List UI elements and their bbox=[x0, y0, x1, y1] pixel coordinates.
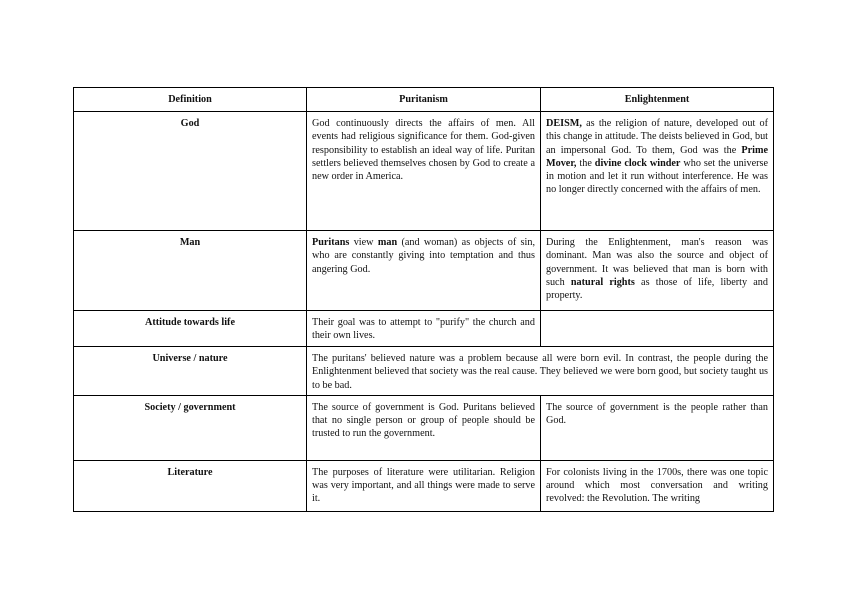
text-span: as those of life, liberty and property. bbox=[546, 276, 768, 302]
cell-attitude-puritanism: Their goal was to attempt to "purify" the church and their own lives. bbox=[307, 311, 541, 347]
row-label-man: Man bbox=[74, 231, 307, 311]
cell-god-enlightenment bbox=[541, 112, 774, 231]
man-term: man bbox=[377, 237, 398, 248]
text-span: (and woman) as objects of sin, who are constantly giving into temptation and thus angering God. bbox=[312, 237, 535, 275]
table-row-god bbox=[74, 112, 774, 231]
row-label-society: Society / government bbox=[74, 395, 307, 460]
natural-rights-term: natural rights bbox=[570, 276, 635, 288]
cell-literature-enlightenment bbox=[541, 460, 774, 511]
table-row-universe bbox=[74, 347, 774, 396]
prime-mover-term: Prime Mover, bbox=[546, 144, 768, 169]
cell-god-puritanism: God continuously directs the affairs of men. All events had religious significance for them. God-given responsibility to establish an ideal way of life. Puritan settlers believed themselves chosen by God to create a new order in America. bbox=[307, 112, 541, 231]
text-span: as the religion of nature, developed out of this change in attitude. The deists believed in God, but an impersonal God. To them, God was the bbox=[546, 118, 768, 156]
row-label-god: God bbox=[74, 112, 307, 231]
deism-term: DEISM, bbox=[546, 118, 582, 129]
clock-winder-term: divine clock winder bbox=[594, 157, 681, 169]
cell-attitude-enlightenment bbox=[541, 311, 774, 347]
row-label-attitude: Attitude towards life bbox=[74, 311, 307, 347]
text-span: During the Enlightenment, man's reason was dominant. Man was also the source and object of government. It was believed that man is born with such bbox=[546, 237, 768, 288]
comparison-table bbox=[73, 87, 774, 512]
cell-universe-combined: The puritans' believed nature was a problem because all were born evil. In contrast, the people during the Enlightenment believed that society was the real cause. They believed we were born good, but society taught us to be bad. bbox=[307, 347, 774, 396]
header-puritanism: Puritanism bbox=[307, 88, 541, 112]
text-span: view bbox=[349, 237, 378, 248]
clipped-text: For colonists living in the 1700s, there was one topic around which most conversation and writing revolved: the Revolution. The writing bbox=[546, 466, 768, 505]
cell-literature-puritanism: The purposes of literature were utilitarian. Religion was very important, and all things were made to serve it. bbox=[307, 460, 541, 511]
cell-society-enlightenment: The source of government is the people rather than God. bbox=[541, 395, 774, 460]
cell-society-puritanism: The source of government is God. Puritans believed that no single person or group of people should be trusted to run the government. bbox=[307, 395, 541, 460]
row-label-literature: Literature bbox=[74, 460, 307, 511]
table-row-society bbox=[74, 395, 774, 460]
table-row-literature bbox=[74, 460, 774, 511]
cell-man-enlightenment bbox=[541, 231, 774, 311]
cell-man-puritanism bbox=[307, 231, 541, 311]
header-row bbox=[74, 88, 774, 112]
text-span: the bbox=[576, 157, 595, 169]
table-row-attitude bbox=[74, 311, 774, 347]
puritans-term: Puritans bbox=[312, 237, 350, 248]
header-enlightenment: Enlightenment bbox=[541, 88, 774, 112]
row-label-universe: Universe / nature bbox=[74, 347, 307, 396]
header-definition: Definition bbox=[74, 88, 307, 112]
table-row-man bbox=[74, 231, 774, 311]
text-span: who set the universe in motion and let it run without interference. He was no longer directly concerned with the affairs of men. bbox=[546, 157, 768, 196]
